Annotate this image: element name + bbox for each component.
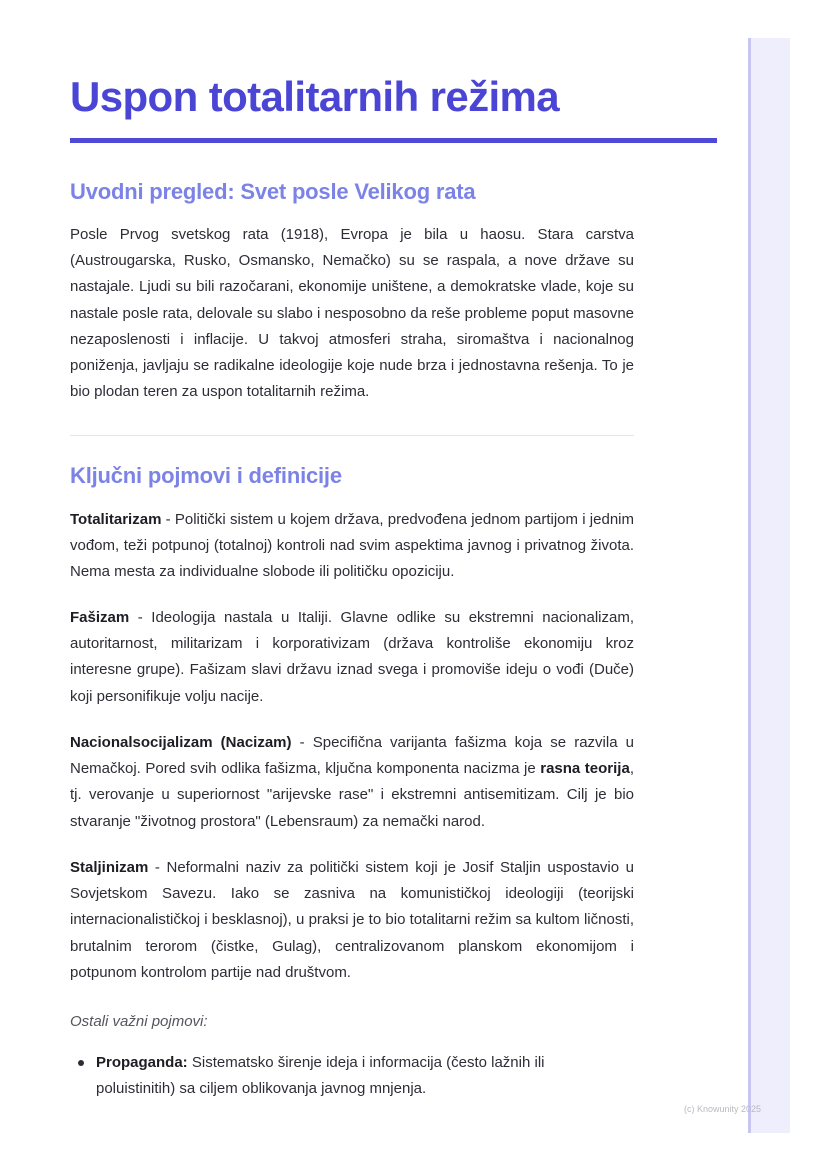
definition-term: Nacionalsocijalizam (Nacizam) bbox=[70, 734, 292, 751]
intro-paragraph: Posle Prvog svetskog rata (1918), Evropa je bila u haosu. Stara carstva (Austrougarska, Rusko, Osmansko, Nemačko) su se raspala, a nove države su nastajale. Ljudi su bili razočarani, ekonomije uništene, a demokratske vlade, koje su nastale posle rata, delovale su slabo i nesposobno da reše probleme poput masovne nezaposlenosti i inflacije. U takvoj atmosferi straha, siromaštva i nacionalnog poniženja, javljaju se radikalne ideologije koje nude brza i jednostavna rešenja. To je bio plodan teren za uspon totalitarnih režima. bbox=[70, 226, 634, 401]
definition-text: - Specifična varijanta fašizma koja se razvila u Nemačkoj. Pored svih odlika fašizma, ključna komponenta nacizma je bbox=[70, 734, 634, 778]
definition-text: - Politički sistem u kojem država, predvođena jednom partijom i jednim vođom, teži potpunoj (totalnoj) kontroli nad svim aspektima javnog i privatnog života. Nema mesta za individualne slobode ili političku opoziciju. bbox=[70, 511, 634, 581]
bullet-icon bbox=[78, 1060, 84, 1066]
section-heading-intro: Uvodni pregled: Svet posle Velikog rata bbox=[70, 179, 476, 204]
definition-emphasis: rasna teorija bbox=[540, 760, 630, 778]
definition-staljinizam bbox=[70, 855, 634, 986]
list-item bbox=[70, 1050, 610, 1102]
list-item-text: Sistematsko širenje ideja i informacija (često lažnih ili poluistinitih) sa ciljem oblikovanja javnog mnjenja. bbox=[96, 1054, 545, 1097]
definition-text-after: , tj. verovanje u superiornost "arijevske rase" i ekstremni antisemitizam. Cilj je bio stvaranje "životnog prostora" (Lebensraum) za nemački narod. bbox=[70, 760, 634, 830]
definition-term: Staljinizam bbox=[70, 859, 149, 876]
other-terms-label: Ostali važni pojmovi: bbox=[70, 1013, 208, 1030]
definition-fasizam bbox=[70, 605, 634, 710]
definition-text: - Ideologija nastala u Italiji. Glavne odlike su ekstremni nacionalizam, autoritarnost, militarizam i korporativizam (država kontroliše ekonomiju kroz interesne grupe). Fašizam slavi državu iznad svega i promoviše ideju o vođi (Duče) koji personifikuje volju nacije. bbox=[70, 609, 634, 705]
other-terms-list bbox=[70, 1050, 610, 1102]
definition-totalitarizam bbox=[70, 507, 634, 586]
side-panel bbox=[748, 38, 790, 1133]
definition-term: Fašizam bbox=[70, 609, 130, 626]
title-underline bbox=[70, 138, 717, 143]
definition-nacizam bbox=[70, 730, 634, 835]
definition-text: - Neformalni naziv za politički sistem koji je Josif Staljin uspostavio u Sovjetskom Savezu. Iako se zasniva na komunističkoj ideologiji (teorijski internacionalističkoj i besklasnoj), u praksi je to bio totalitarni režim sa kultom ličnosti, brutalnim terorom (čistke, Gulag), centralizovanom planskom ekonomijom i potpunom kontrolom partije nad društvom. bbox=[70, 859, 634, 981]
copyright-footer: (c) Knowunity 2025 bbox=[684, 1104, 762, 1114]
page-title: Uspon totalitarnih režima bbox=[70, 73, 560, 120]
list-item-term: Propaganda: bbox=[96, 1054, 188, 1071]
section-divider bbox=[70, 435, 634, 436]
section-heading-definitions: Ključni pojmovi i definicije bbox=[70, 463, 342, 488]
definition-term: Totalitarizam bbox=[70, 511, 162, 528]
